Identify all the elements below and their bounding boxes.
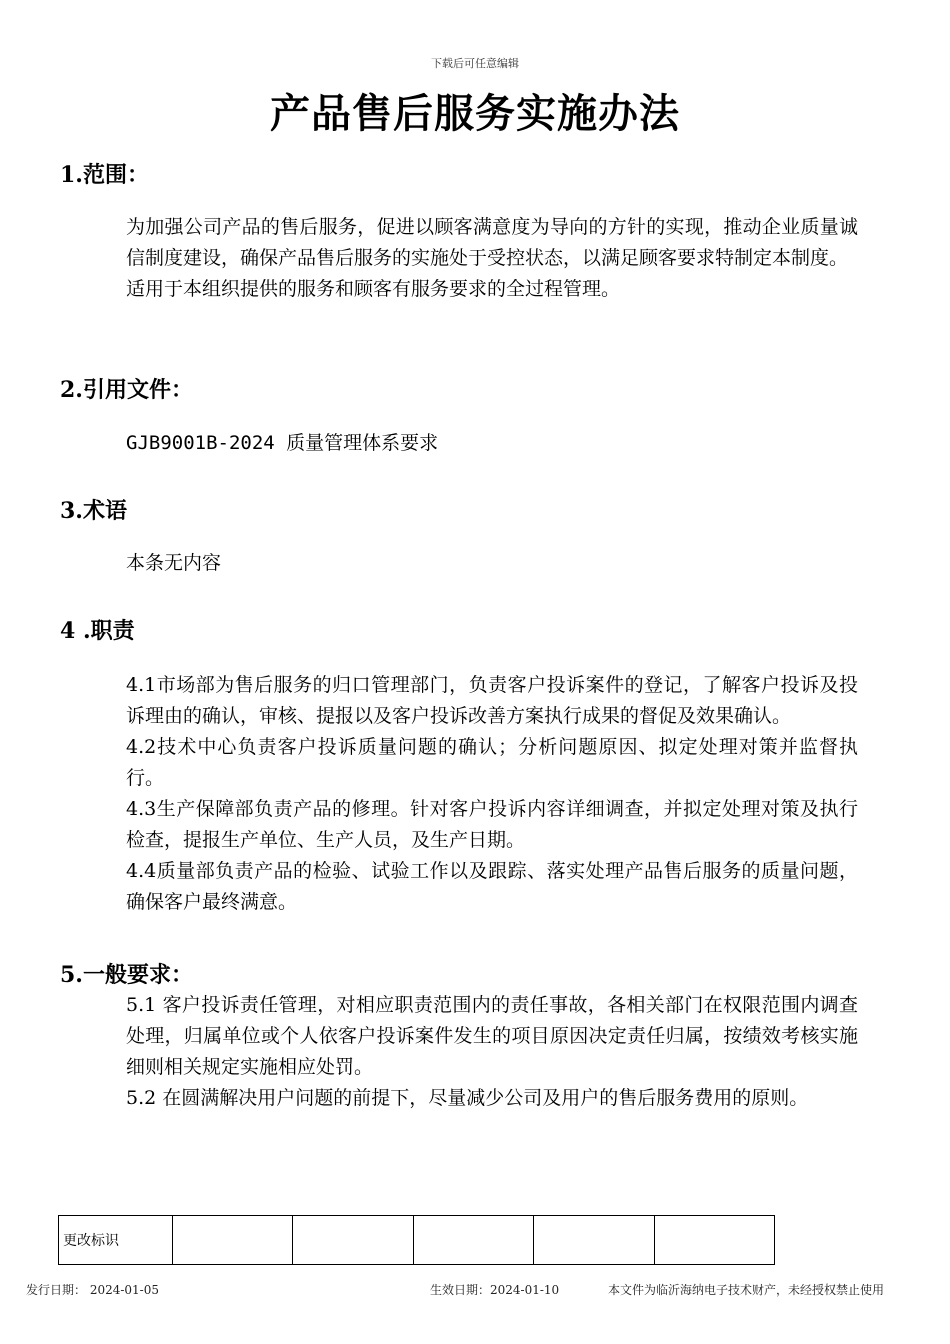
section-3-content: 本条无内容 bbox=[126, 552, 222, 574]
section-4-item: 4.1市场部为售后服务的归口管理部门，负责客户投诉案件的登记，了解客户投诉及投诉理由的确认，审核、提报以及客户投诉改善方案执行成果的督促及效果确认。 bbox=[126, 674, 858, 727]
ownership-notice: 本文件为临沂海纳电子技术财产，未经授权禁止使用 bbox=[608, 1283, 885, 1297]
section-4-heading: 4 .职责 bbox=[60, 618, 135, 644]
issue-date: 发行日期： 2024-01-05 bbox=[26, 1283, 160, 1297]
section-1-paragraph: 为加强公司产品的售后服务，促进以顾客满意度为导向的方针的实现，推动企业质量诚信制度建设，确保产品售后服务的实施处于受控状态，以满足顾客要求特制定本制度。 bbox=[126, 216, 858, 269]
section-5-heading: 5.一般要求： bbox=[60, 962, 193, 988]
section-4-body bbox=[126, 670, 858, 918]
section-2-heading: 2.引用文件： bbox=[60, 377, 193, 403]
change-cell bbox=[293, 1216, 413, 1265]
header-note: 下载后可任意编辑 bbox=[431, 57, 519, 70]
section-5-item: 5.1 客户投诉责任管理，对相应职责范围内的责任事故，各相关部门在权限范围内调查处理，归属单位或个人依客户投诉案件发生的项目原因决定责任归属，按绩效考核实施细则相关规定实施相应处罚。 bbox=[126, 994, 858, 1078]
section-5-item: 5.2 在圆满解决用户问题的前提下，尽量减少公司及用户的售后服务费用的原则。 bbox=[126, 1087, 809, 1109]
section-1-paragraph: 适用于本组织提供的服务和顾客有服务要求的全过程管理。 bbox=[126, 278, 621, 300]
section-1-body bbox=[126, 212, 858, 305]
section-4-item: 4.3生产保障部负责产品的修理。针对客户投诉内容详细调查，并拟定处理对策及执行检查，提报生产单位、生产人员，及生产日期。 bbox=[126, 798, 858, 851]
section-4-item: 4.2技术中心负责客户投诉质量问题的确认；分析问题原因、拟定处理对策并监督执行。 bbox=[126, 736, 858, 789]
section-4-item: 4.4质量部负责产品的检验、试验工作以及跟踪、落实处理产品售后服务的质量问题，确保客户最终满意。 bbox=[126, 860, 858, 913]
change-cell bbox=[173, 1216, 293, 1265]
change-table-row bbox=[59, 1216, 775, 1265]
effective-date: 生效日期：2024-01-10 bbox=[430, 1283, 560, 1297]
change-label-cell: 更改标识 bbox=[59, 1216, 173, 1265]
change-cell bbox=[654, 1216, 774, 1265]
document-title: 产品售后服务实施办法 bbox=[270, 91, 680, 137]
section-3-heading: 3.术语 bbox=[60, 498, 127, 524]
change-cell bbox=[413, 1216, 533, 1265]
change-cell bbox=[534, 1216, 654, 1265]
section-2-reference: GJB9001B-2024 质量管理体系要求 bbox=[126, 432, 439, 454]
section-1-heading: 1.范围： bbox=[60, 162, 149, 188]
change-table bbox=[58, 1215, 775, 1265]
section-5-body bbox=[126, 990, 858, 1114]
